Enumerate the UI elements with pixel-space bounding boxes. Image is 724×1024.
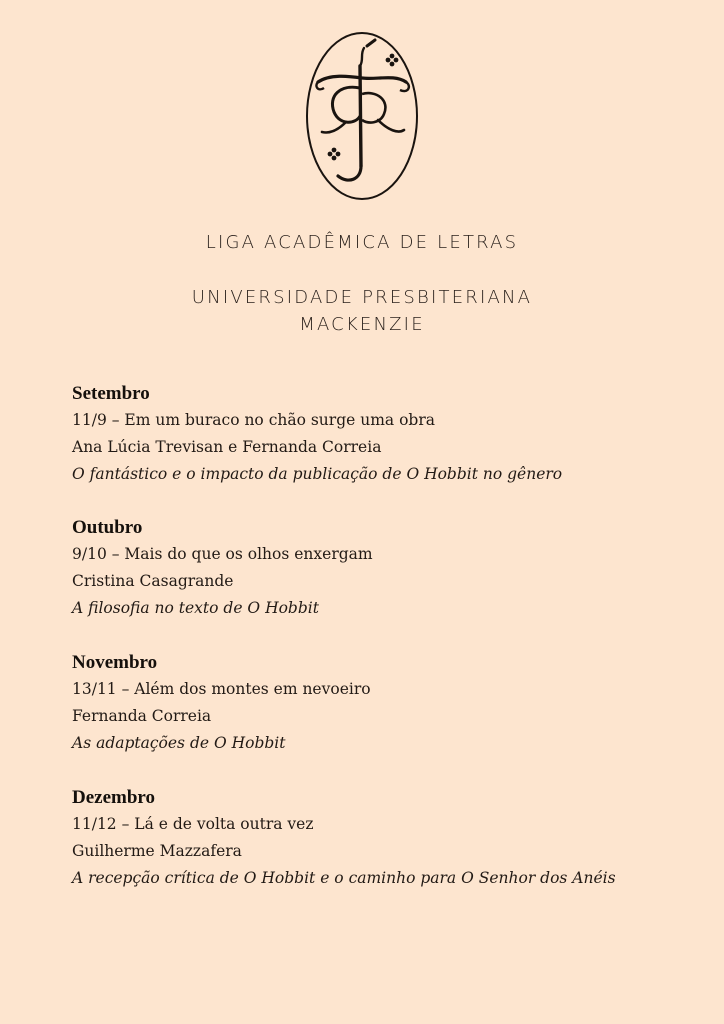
session-title: 11/12 – Lá e de volta outra vez [72,815,314,833]
session-speakers: Fernanda Correia [72,707,212,725]
month-block-outubro [72,515,692,622]
session-speakers: Ana Lúcia Trevisan e Fernanda Correia [72,438,382,456]
university-name-line-1: UNIVERSIDADE PRESBITERIANA [191,287,533,308]
month-heading: Novembro [72,652,158,673]
session-topic: O fantástico e o impacto da publicação de O Hobbit no gênero [72,465,563,483]
month-block-dezembro [72,785,692,892]
month-block-novembro [72,650,692,757]
month-block-setembro [72,381,692,488]
session-topic: A recepção crítica de O Hobbit e o caminho para O Senhor dos Anéis [72,869,616,887]
session-title: 9/10 – Mais do que os olhos enxergam [72,545,373,563]
session-speakers: Cristina Casagrande [72,572,234,590]
month-heading: Outubro [72,517,143,538]
session-title: 13/11 – Além dos montes em nevoeiro [72,680,371,698]
session-topic: As adaptações de O Hobbit [72,734,286,752]
session-topic: A filosofia no texto de O Hobbit [72,599,319,617]
league-title: LIGA ACADÊMICA DE LETRAS [205,232,519,253]
session-title: 11/9 – Em um buraco no chão surge uma obra [72,411,435,429]
session-speakers: Guilherme Mazzafera [72,842,242,860]
month-heading: Setembro [72,383,150,404]
month-heading: Dezembro [72,787,156,808]
university-name-line-2: MACKENZIE [299,314,425,335]
tolkien-monogram-icon [304,30,420,202]
